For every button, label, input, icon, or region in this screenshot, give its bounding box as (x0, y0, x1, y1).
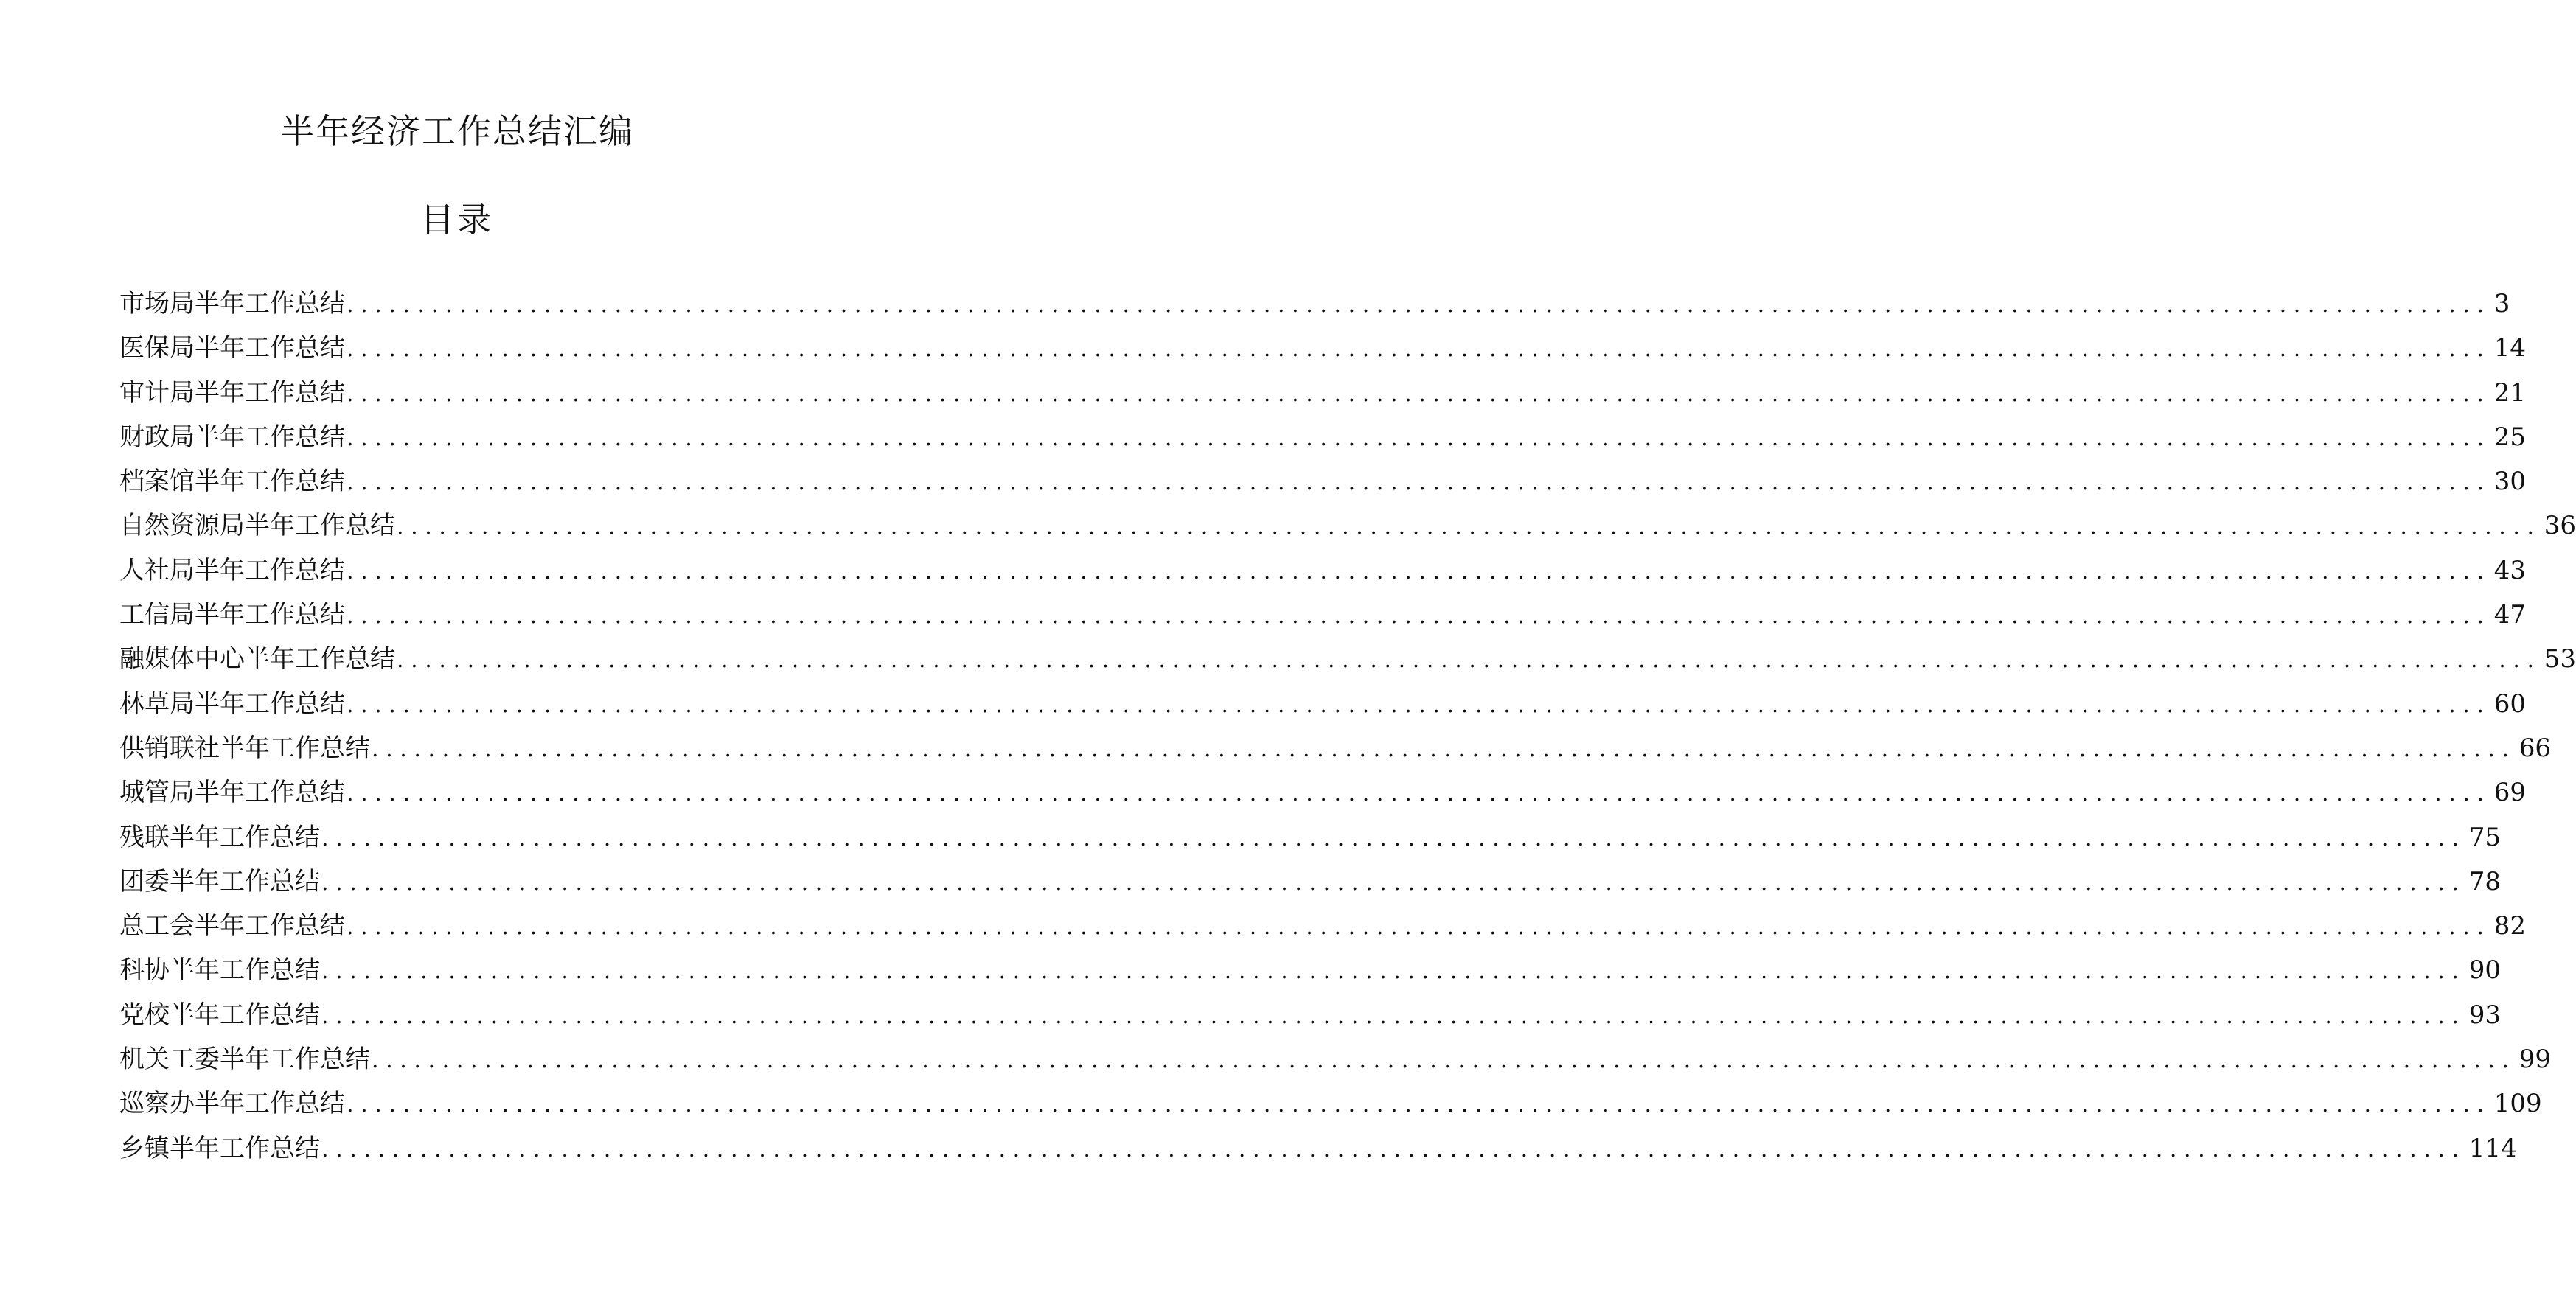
toc-entry[interactable] (119, 282, 2510, 326)
toc-entry[interactable] (119, 1037, 2551, 1081)
toc-dot-leader: ........................................................................................................................................................ (347, 425, 2491, 451)
toc-entry[interactable] (119, 993, 2501, 1037)
table-of-contents (119, 282, 2576, 1171)
toc-entry[interactable] (119, 503, 2576, 548)
toc-entry-label: 人社局半年工作总结 (119, 555, 345, 585)
document-title: 半年经济工作总结汇编 (280, 111, 634, 151)
toc-entry[interactable] (119, 371, 2526, 415)
toc-dot-leader: ........................................................................................................................................................ (347, 603, 2491, 630)
toc-entry-label: 林草局半年工作总结 (119, 689, 345, 719)
toc-entry-page: 90 (2468, 955, 2501, 986)
toc-dot-leader: ........................................................................................................................................................ (347, 336, 2491, 363)
toc-entry[interactable] (119, 726, 2551, 770)
toc-entry-page: 82 (2493, 911, 2526, 941)
toc-entry[interactable] (119, 593, 2526, 637)
toc-dot-leader: ........................................................................................................................................................ (321, 825, 2466, 851)
toc-entry[interactable] (119, 548, 2526, 593)
toc-entry-page: 78 (2468, 866, 2501, 896)
toc-dot-leader: ........................................................................................................................................................ (321, 1136, 2466, 1163)
toc-entry-label: 科协半年工作总结 (119, 955, 320, 986)
toc-entry[interactable] (119, 1081, 2542, 1126)
toc-entry-label: 档案馆半年工作总结 (119, 467, 345, 497)
toc-entry-label: 供销联社半年工作总结 (119, 733, 370, 763)
toc-entry-page: 69 (2493, 778, 2526, 808)
toc-dot-leader: ........................................................................................................................................................ (321, 1003, 2466, 1029)
toc-entry-page: 109 (2493, 1089, 2542, 1119)
toc-entry[interactable] (119, 860, 2501, 904)
toc-entry[interactable] (119, 682, 2526, 726)
toc-dot-leader: ........................................................................................................................................................ (347, 914, 2491, 941)
toc-entry-label: 工信局半年工作总结 (119, 600, 345, 630)
toc-entry-page: 21 (2493, 377, 2526, 408)
toc-entry-page: 3 (2493, 289, 2510, 318)
toc-entry-label: 乡镇半年工作总结 (119, 1133, 320, 1163)
toc-entry-label: 财政局半年工作总结 (119, 422, 345, 452)
toc-dot-leader: ........................................................................................................................................................ (347, 1092, 2491, 1118)
toc-entry-page: 53 (2544, 644, 2576, 675)
toc-entry-label: 医保局半年工作总结 (119, 333, 345, 363)
toc-entry-page: 36 (2544, 511, 2576, 541)
toc-dot-leader: ........................................................................................................................................................ (347, 380, 2491, 407)
toc-entry[interactable] (119, 415, 2526, 459)
toc-entry-label: 机关工委半年工作总结 (119, 1045, 370, 1075)
toc-entry-label: 残联半年工作总结 (119, 822, 320, 852)
toc-dot-leader: ........................................................................................................................................................ (321, 958, 2466, 985)
toc-dot-leader: ........................................................................................................................................................ (347, 691, 2491, 718)
toc-entry[interactable] (119, 770, 2526, 815)
toc-dot-leader: ........................................................................................................................................................ (397, 514, 2541, 540)
toc-entry[interactable] (119, 459, 2526, 503)
toc-entry-label: 城管局半年工作总结 (119, 778, 345, 808)
toc-entry-page: 14 (2493, 333, 2526, 363)
toc-dot-leader: ........................................................................................................................................................ (347, 781, 2491, 807)
toc-entry-label: 审计局半年工作总结 (119, 377, 345, 408)
toc-entry-label: 总工会半年工作总结 (119, 911, 345, 941)
toc-entry-label: 团委半年工作总结 (119, 866, 320, 896)
toc-entry-label: 自然资源局半年工作总结 (119, 511, 395, 541)
toc-entry-page: 75 (2468, 822, 2501, 852)
toc-entry[interactable] (119, 637, 2576, 681)
toc-entry-page: 47 (2493, 600, 2526, 630)
toc-entry-page: 60 (2493, 689, 2526, 719)
toc-entry-page: 25 (2493, 422, 2526, 452)
toc-entry-label: 巡察办半年工作总结 (119, 1089, 345, 1119)
toc-dot-leader: ........................................................................................................................................................ (372, 736, 2516, 762)
toc-entry-page: 99 (2518, 1045, 2551, 1075)
toc-entry-label: 市场局半年工作总结 (119, 289, 345, 318)
toc-entry[interactable] (119, 904, 2526, 948)
toc-entry-label: 党校半年工作总结 (119, 1000, 320, 1030)
toc-entry-page: 114 (2468, 1133, 2517, 1163)
toc-dot-leader: ........................................................................................................................................................ (321, 869, 2466, 896)
toc-entry[interactable] (119, 1126, 2517, 1171)
toc-entry-page: 30 (2493, 467, 2526, 497)
toc-dot-leader: ........................................................................................................................................................ (397, 647, 2541, 674)
toc-entry[interactable] (119, 948, 2501, 992)
toc-entry-page: 93 (2468, 1000, 2501, 1030)
toc-dot-leader: ........................................................................................................................................................ (347, 292, 2491, 318)
toc-entry[interactable] (119, 326, 2526, 370)
toc-dot-leader: ........................................................................................................................................................ (347, 558, 2491, 585)
toc-dot-leader: ........................................................................................................................................................ (372, 1048, 2516, 1074)
toc-heading: 目录 (420, 200, 494, 240)
toc-entry[interactable] (119, 815, 2501, 860)
toc-entry-page: 43 (2493, 555, 2526, 585)
toc-dot-leader: ........................................................................................................................................................ (347, 470, 2491, 496)
toc-entry-page: 66 (2518, 733, 2551, 763)
toc-entry-label: 融媒体中心半年工作总结 (119, 644, 395, 675)
